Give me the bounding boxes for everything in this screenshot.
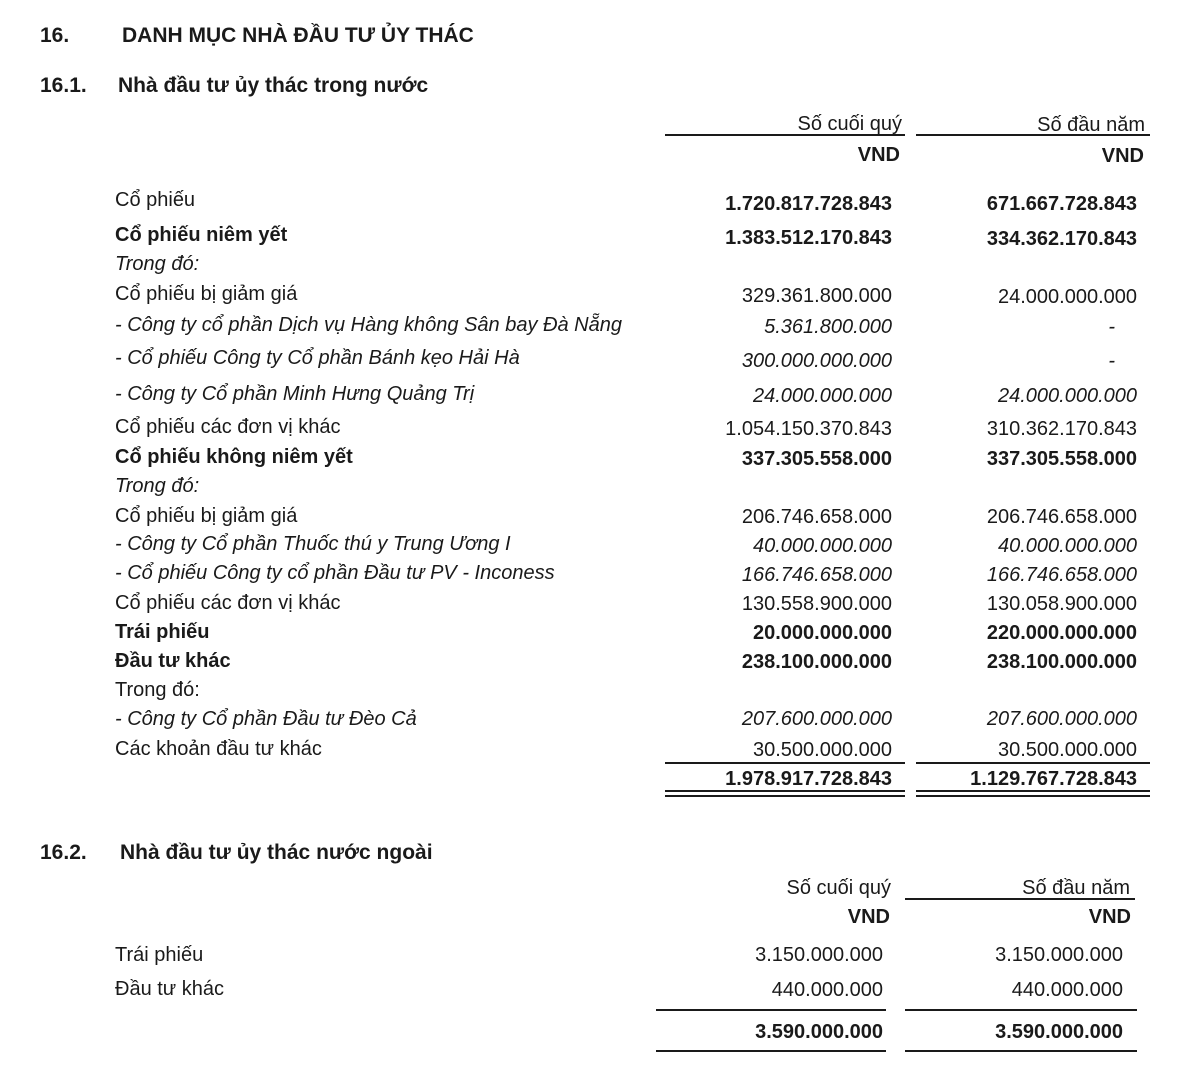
row-value-start-of-year: 130.058.900.000 [986,593,1137,615]
header-rule [665,134,905,136]
subsection-title: Nhà đầu tư ủy thác nước ngoài [120,841,433,864]
row-value-end-of-quarter: 1.054.150.370.843 [725,418,892,440]
row-label: Các khoản đầu tư khác [115,738,322,760]
column-unit: VND [847,906,890,928]
row-label: - Công ty cổ phần Dịch vụ Hàng không Sân bay Đà Nẵng [115,314,622,336]
row-label: - Cổ phiếu Công ty Cổ phần Bánh kẹo Hải Hà [115,347,520,369]
column-header-start-of-year: Số đầu năm [1037,114,1145,136]
row-value-end-of-quarter: 166.746.658.000 [741,564,892,586]
row-value-end-of-quarter: 24.000.000.000 [752,385,892,407]
row-value-end-of-quarter: 40.000.000.000 [752,535,892,557]
row-label: - Công ty Cổ phần Đầu tư Đèo Cả [115,708,417,730]
column-unit: VND [1101,145,1144,167]
column-header-end-of-quarter: Số cuối quý [786,877,891,899]
row-value-start-of-year: 40.000.000.000 [997,535,1137,557]
row-label: Cổ phiếu bị giảm giá [115,283,298,305]
row-value-start-of-year: 238.100.000.000 [986,651,1137,673]
subsection-title: Nhà đầu tư ủy thác trong nước [118,74,429,97]
row-value-end-of-quarter: 130.558.900.000 [741,593,892,615]
row-value-start-of-year: 3.150.000.000 [995,944,1123,966]
row-value-end-of-quarter: 440.000.000 [771,979,883,1001]
row-value-start-of-year: - [1108,350,1115,372]
subtotal-rule [916,762,1150,764]
total-double-rule [665,790,905,797]
row-label: Cổ phiếu các đơn vị khác [115,416,341,438]
row-label: Cổ phiếu [115,189,196,211]
row-value-end-of-quarter: 238.100.000.000 [741,651,892,673]
total-end-of-quarter: 3.590.000.000 [755,1021,883,1043]
row-label: Cổ phiếu không niêm yết [115,446,353,468]
row-value-start-of-year: - [1108,316,1115,338]
row-value-end-of-quarter: 337.305.558.000 [741,448,892,470]
row-label: Trong đó: [115,253,200,275]
column-unit: VND [857,144,900,166]
total-rule [656,1050,886,1052]
row-value-start-of-year: 334.362.170.843 [986,228,1137,250]
column-header-start-of-year: Số đầu năm [1022,877,1130,899]
row-label: Cổ phiếu niêm yết [115,224,288,246]
row-value-start-of-year: 30.500.000.000 [997,739,1137,761]
row-label: Cổ phiếu các đơn vị khác [115,592,341,614]
row-label: Trong đó: [115,475,200,497]
row-value-start-of-year: 166.746.658.000 [986,564,1137,586]
header-rule [905,898,1135,900]
total-start-of-year: 1.129.767.728.843 [970,768,1137,790]
row-value-start-of-year: 440.000.000 [1011,979,1123,1001]
row-value-start-of-year: 337.305.558.000 [986,448,1137,470]
subsection-number: 16.1. [40,74,87,97]
row-value-start-of-year: 206.746.658.000 [986,506,1137,528]
row-value-end-of-quarter: 30.500.000.000 [752,739,892,761]
row-value-end-of-quarter: 207.600.000.000 [741,708,892,730]
row-value-end-of-quarter: 20.000.000.000 [752,622,892,644]
section-title: DANH MỤC NHÀ ĐẦU TƯ ỦY THÁC [122,24,474,47]
row-label: Đầu tư khác [115,978,224,1000]
row-value-end-of-quarter: 329.361.800.000 [741,285,892,307]
row-value-start-of-year: 24.000.000.000 [997,385,1137,407]
row-value-start-of-year: 220.000.000.000 [986,622,1137,644]
subtotal-rule [665,762,905,764]
subtotal-rule [656,1009,886,1011]
subsection-number: 16.2. [40,841,87,864]
row-value-end-of-quarter: 3.150.000.000 [755,944,883,966]
row-value-end-of-quarter: 5.361.800.000 [764,316,892,338]
row-label: Trái phiếu [115,944,204,966]
row-value-end-of-quarter: 206.746.658.000 [741,506,892,528]
row-value-end-of-quarter: 300.000.000.000 [741,350,892,372]
row-value-end-of-quarter: 1.720.817.728.843 [725,193,892,215]
row-value-start-of-year: 310.362.170.843 [986,418,1137,440]
row-label: Trái phiếu [115,621,210,643]
total-double-rule [916,790,1150,797]
row-value-start-of-year: 671.667.728.843 [986,193,1137,215]
total-start-of-year: 3.590.000.000 [995,1021,1123,1043]
row-label: Cổ phiếu bị giảm giá [115,505,298,527]
column-unit: VND [1088,906,1131,928]
header-rule [916,134,1150,136]
row-label: Đầu tư khác [115,650,231,672]
row-value-end-of-quarter: 1.383.512.170.843 [725,227,892,249]
column-header-end-of-quarter: Số cuối quý [797,113,902,135]
row-label: - Cổ phiếu Công ty cổ phần Đầu tư PV - Inconess [115,562,555,584]
subtotal-rule [905,1009,1137,1011]
total-end-of-quarter: 1.978.917.728.843 [725,768,892,790]
row-value-start-of-year: 24.000.000.000 [997,286,1137,308]
row-label: - Công ty Cổ phần Minh Hưng Quảng Trị [115,383,475,405]
row-label: - Công ty Cổ phần Thuốc thú y Trung Ương I [115,533,511,555]
section-number: 16. [40,24,70,47]
row-label: Trong đó: [115,679,200,701]
row-value-start-of-year: 207.600.000.000 [986,708,1137,730]
total-rule [905,1050,1137,1052]
